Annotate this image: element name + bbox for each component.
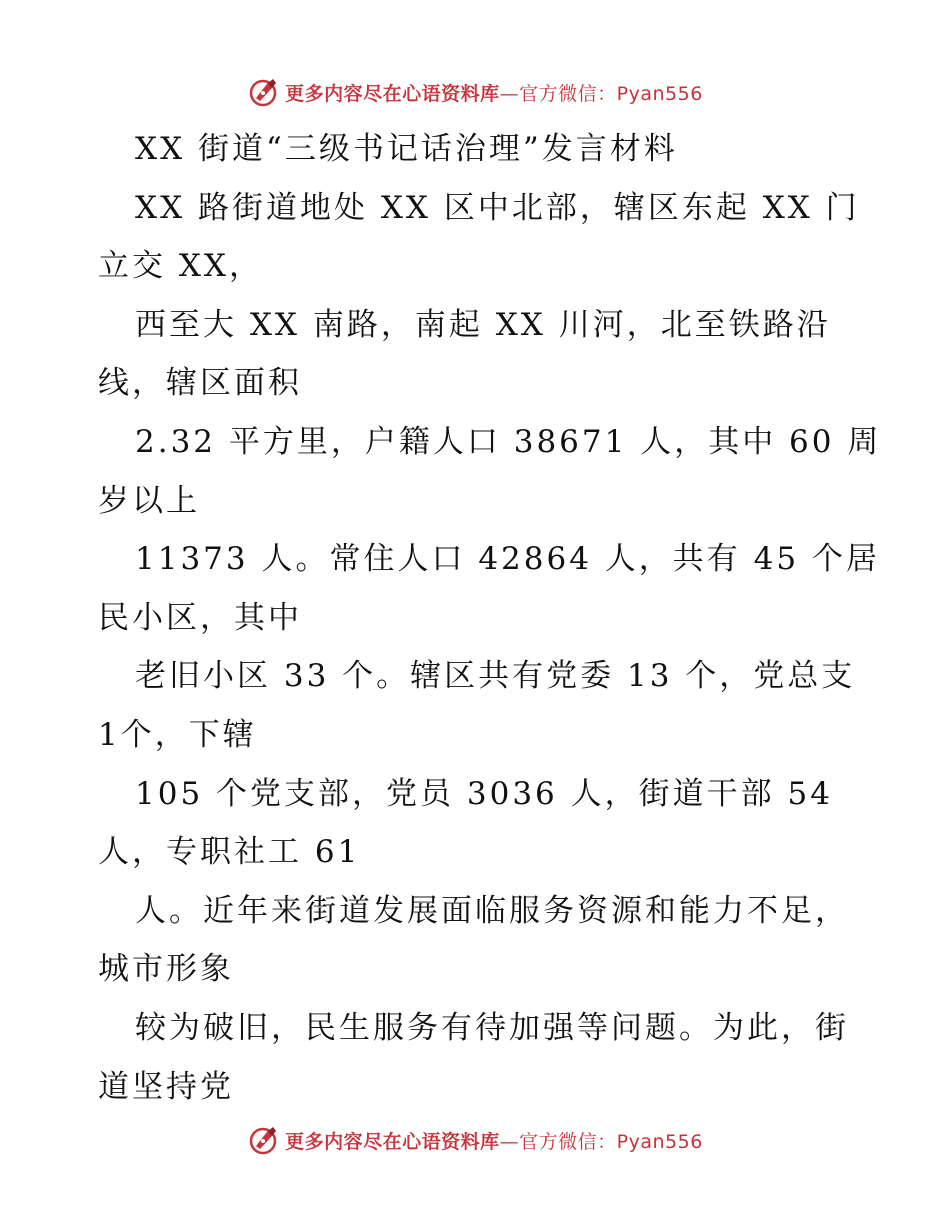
header-banner	[0, 72, 950, 112]
document-line: 1个，下辖	[98, 716, 257, 753]
pen-nib-logo-icon	[247, 76, 279, 108]
footer-banner-text	[285, 1127, 703, 1154]
document-line: 人，专职社工 61	[98, 834, 361, 871]
footer-banner	[0, 1120, 950, 1160]
document-line: 较为破旧，民生服务有待加强等问题。为此，街	[135, 1009, 849, 1046]
document-line: 老旧小区 33 个。辖区共有党委 13 个，党总支	[135, 658, 856, 695]
document-line: XX 街道“三级书记话治理”发言材料	[135, 131, 678, 167]
document-line: 11373 人。常住人口 42864 人，共有 45 个居	[135, 541, 880, 578]
header-banner-text	[285, 79, 703, 106]
document-line: 人。近年来街道发展面临服务资源和能力不足，	[135, 892, 849, 929]
document-line: 105 个党支部，党员 3036 人，街道干部 54	[135, 775, 833, 812]
banner-main-text: 更多内容尽在心语资料库	[285, 1130, 500, 1153]
document-line: 线，辖区面积	[98, 365, 302, 402]
document-line: 道坚持党	[98, 1068, 234, 1105]
document-line: 城市形象	[98, 951, 234, 988]
banner-main-text: 更多内容尽在心语资料库	[285, 82, 500, 105]
document-body	[98, 120, 882, 1116]
banner-wechat-text: 官方微信：Pyan556	[519, 1130, 703, 1153]
banner-dash: —	[499, 1130, 520, 1153]
document-line: XX 路街道地处 XX 区中北部，辖区东起 XX 门	[135, 189, 860, 226]
document-line: 2.32 平方里，户籍人口 38671 人，其中 60 周	[135, 423, 882, 460]
banner-wechat-text: 官方微信：Pyan556	[519, 82, 703, 105]
document-line: 西至大 XX 南路，南起 XX 川河，北至铁路沿	[135, 306, 831, 343]
document-line: 岁以上	[98, 482, 200, 519]
banner-dash: —	[499, 82, 520, 105]
document-line: 民小区，其中	[98, 599, 302, 636]
document-line: 立交 XX，	[98, 248, 263, 285]
pen-nib-logo-icon	[247, 1124, 279, 1156]
